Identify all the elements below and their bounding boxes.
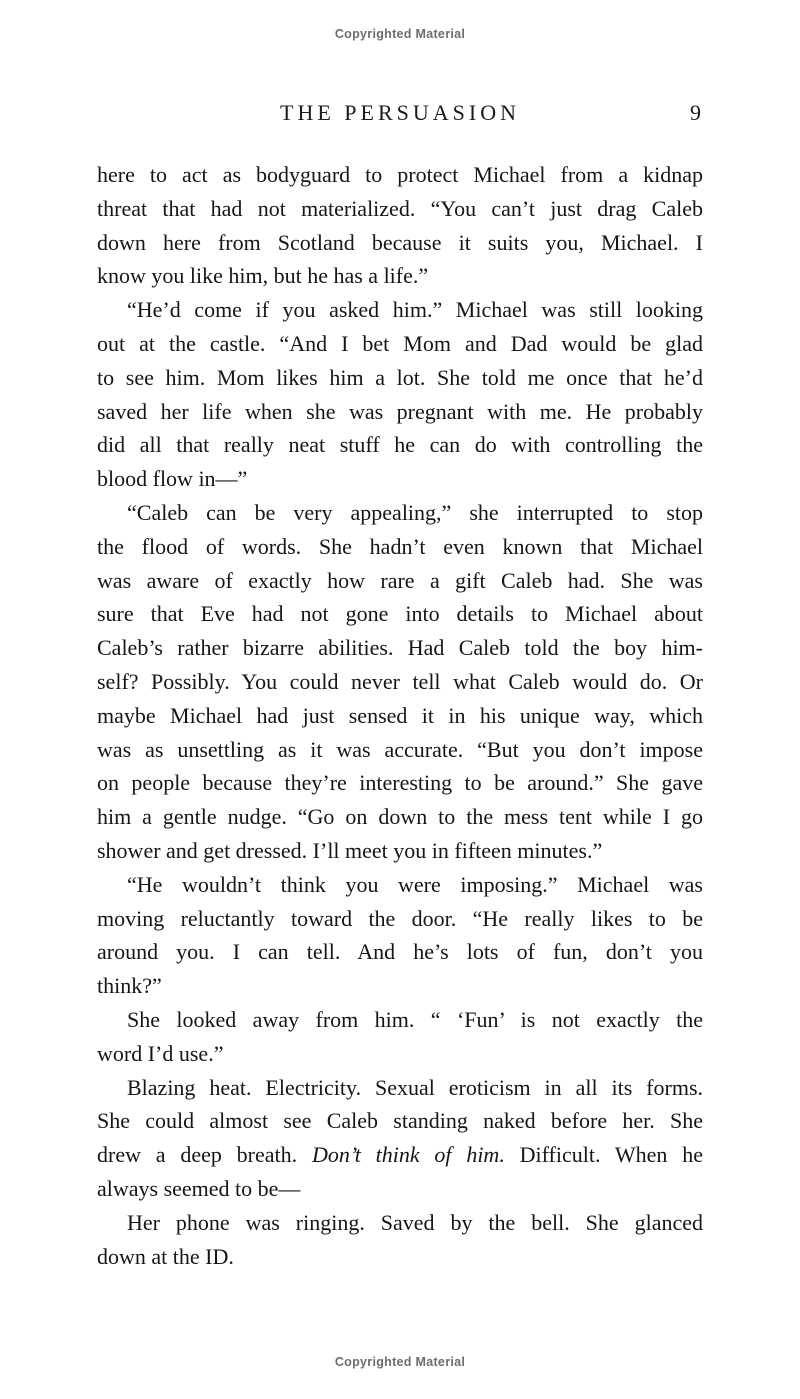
text-line [97, 868, 703, 902]
text-segment: She looked away from him. “ ‘Fun’ is not exactly the [127, 1006, 703, 1032]
text-line [97, 800, 703, 834]
text-line [97, 293, 703, 327]
running-header [97, 100, 703, 128]
text-line [97, 1172, 703, 1206]
text-segment: Her phone was ringing. Saved by the bell. She glanced [127, 1209, 703, 1235]
text-line [97, 395, 703, 429]
text-line [97, 361, 703, 395]
text-line [97, 665, 703, 699]
text-segment: word I’d use.” [97, 1040, 224, 1066]
text-line [97, 462, 703, 496]
copyright-notice-bottom: Copyrighted Material [334, 1355, 466, 1369]
text-line [97, 259, 703, 293]
text-segment: always seemed to be— [97, 1175, 301, 1201]
text-line [97, 733, 703, 767]
text-line [97, 1104, 703, 1138]
text-line [97, 631, 703, 665]
text-line [97, 192, 703, 226]
text-segment: She could almost see Caleb standing naked before her. She [97, 1108, 703, 1134]
text-line [97, 1240, 703, 1274]
text-line [97, 1138, 703, 1172]
text-segment: the flood of words. She hadn’t even known that Michael [97, 533, 703, 559]
text-segment: sure that Eve had not gone into details to Michael about [97, 601, 703, 627]
text-segment: did all that really neat stuff he can do with controlling the [97, 432, 703, 458]
text-line [97, 530, 703, 564]
text-line [97, 158, 703, 192]
text-line [97, 902, 703, 936]
text-segment: down here from Scotland because it suits you, Michael. I [97, 229, 703, 255]
text-line [97, 597, 703, 631]
text-line [97, 699, 703, 733]
text-line [97, 428, 703, 462]
text-segment: around you. I can tell. And he’s lots of fun, don’t you [97, 939, 703, 965]
text-line [97, 226, 703, 260]
text-segment: here to act as bodyguard to protect Michael from a kidnap [97, 162, 703, 187]
text-segment: out at the castle. “And I bet Mom and Dad would be glad [97, 330, 703, 356]
page-number: 9 [690, 100, 701, 125]
text-segment: maybe Michael had just sensed it in his unique way, which [97, 702, 703, 728]
text-segment: threat that had not materialized. “You can’t just drag Caleb [97, 195, 703, 221]
text-segment: him a gentle nudge. “Go on down to the mess tent while I go [97, 804, 703, 830]
text-line [97, 1003, 703, 1037]
copyright-notice-top: Copyrighted Material [334, 27, 466, 41]
text-line [97, 564, 703, 598]
text-line [97, 1206, 703, 1240]
text-line [97, 935, 703, 969]
text-segment: know you like him, but he has a life.” [97, 263, 429, 289]
text-segment: Difficult. When he [504, 1142, 703, 1168]
text-segment: was as unsettling as it was accurate. “But you don’t impose [97, 736, 703, 762]
text-segment: Caleb’s rather bizarre abilities. Had Caleb told the boy him- [97, 635, 703, 661]
text-segment: saved her life when she was pregnant with me. He probably [97, 398, 703, 424]
text-segment: “He’d come if you asked him.” Michael was still looking [127, 297, 703, 323]
text-segment: think?” [97, 973, 162, 999]
text-segment: self? Possibly. You could never tell what Caleb would do. Or [97, 668, 703, 694]
text-line [97, 327, 703, 361]
text-line [97, 496, 703, 530]
page-body-text [97, 158, 703, 1273]
text-segment: shower and get dressed. I’ll meet you in fifteen minutes.” [97, 837, 603, 863]
text-segment: was aware of exactly how rare a gift Caleb had. She was [97, 567, 703, 593]
text-line [97, 1071, 703, 1105]
text-segment: to see him. Mom likes him a lot. She told me once that he’d [97, 364, 703, 390]
text-segment: drew a deep breath. [97, 1142, 312, 1168]
text-segment: Blazing heat. Electricity. Sexual eroticism in all its forms. [127, 1074, 703, 1100]
text-line [97, 834, 703, 868]
text-line [97, 766, 703, 800]
text-segment: blood flow in—” [97, 466, 248, 492]
text-line [97, 1037, 703, 1071]
text-segment: moving reluctantly toward the door. “He really likes to be [97, 905, 703, 931]
text-line [97, 969, 703, 1003]
text-segment: on people because they’re interesting to be around.” She gave [97, 770, 703, 796]
text-segment: down at the ID. [97, 1243, 234, 1269]
text-segment: “Caleb can be very appealing,” she interrupted to stop [127, 499, 703, 525]
text-segment: “He wouldn’t think you were imposing.” Michael was [127, 871, 703, 897]
book-title: THE PERSUASION [280, 100, 520, 125]
italic-text-segment: Don’t think of him. [311, 1142, 505, 1168]
